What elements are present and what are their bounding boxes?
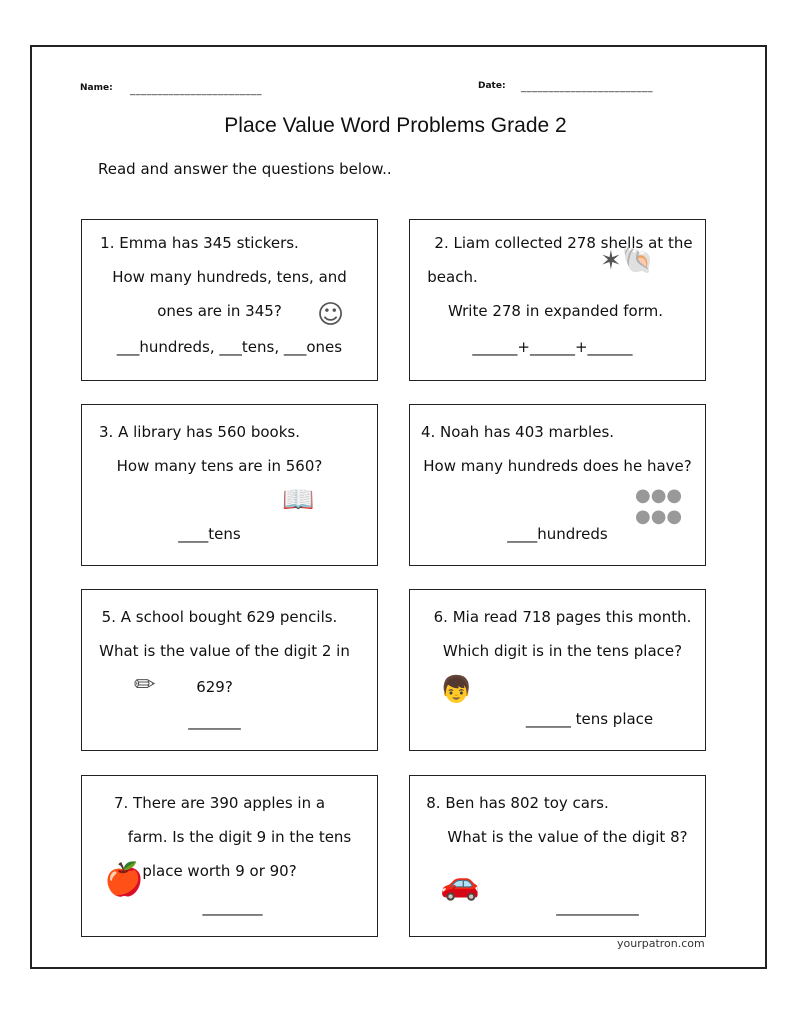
problem-text: How many hundreds does he have? bbox=[423, 457, 692, 475]
answer-blank[interactable]: ________ bbox=[202, 898, 263, 916]
problem-text: 5. A school bought 629 pencils. bbox=[101, 608, 338, 626]
problem-text: How many tens are in 560? bbox=[116, 457, 323, 475]
problem-text: 7. There are 390 apples in a bbox=[113, 794, 326, 812]
problem-7 bbox=[81, 775, 378, 937]
seashell-icon: ✶🐚 bbox=[600, 246, 655, 276]
problem-text: Which digit is in the tens place? bbox=[442, 642, 683, 660]
problem-text: How many hundreds, tens, and bbox=[112, 268, 347, 286]
answer-blank[interactable]: ______ tens place bbox=[525, 710, 654, 728]
answer-blank[interactable]: ____hundreds bbox=[507, 525, 608, 543]
reading-boy-icon: 👦 bbox=[440, 675, 473, 705]
problem-3 bbox=[81, 404, 378, 566]
problem-text: 6. Mia read 718 pages this month. bbox=[433, 608, 692, 626]
date-field[interactable]: ________________________ bbox=[521, 82, 653, 93]
reading-child-icon: 📖 bbox=[282, 485, 315, 515]
problem-text: Write 278 in expanded form. bbox=[447, 302, 664, 320]
problem-text: farm. Is the digit 9 in the tens bbox=[127, 828, 352, 846]
toy-car-icon: 🚗 bbox=[440, 864, 480, 902]
problem-text: place worth 9 or 90? bbox=[142, 862, 297, 880]
problem-text: beach. bbox=[427, 268, 478, 286]
answer-blank[interactable]: ______+______+______ bbox=[472, 338, 633, 356]
problem-text: 4. Noah has 403 marbles. bbox=[420, 423, 615, 441]
apple-icon: 🍎 bbox=[104, 860, 144, 898]
page-title: Place Value Word Problems Grade 2 bbox=[224, 114, 567, 137]
date-label: Date: bbox=[478, 81, 506, 91]
answer-blank[interactable]: _______ bbox=[188, 712, 241, 730]
marbles-icon: ●●● ●●● bbox=[635, 485, 683, 527]
problem-5 bbox=[81, 589, 378, 751]
footer-website: yourpatron.com bbox=[617, 937, 705, 950]
problem-text: ones are in 345? bbox=[157, 302, 282, 320]
answer-blank[interactable]: ___________ bbox=[556, 898, 639, 916]
problem-text: 629? bbox=[196, 678, 233, 696]
problem-text: 1. Emma has 345 stickers. bbox=[100, 234, 299, 252]
name-field[interactable]: ________________________ bbox=[130, 85, 262, 96]
problem-8 bbox=[409, 775, 706, 937]
problem-4 bbox=[409, 404, 706, 566]
problem-6 bbox=[409, 589, 706, 751]
name-label: Name: bbox=[80, 83, 113, 93]
problem-text: 2. Liam collected 278 shells at the bbox=[434, 234, 693, 252]
answer-blank[interactable]: ___hundreds, ___tens, ___ones bbox=[116, 338, 343, 356]
problem-text: What is the value of the digit 8? bbox=[447, 828, 688, 846]
instructions: Read and answer the questions below.. bbox=[98, 160, 392, 178]
problem-1 bbox=[81, 219, 378, 381]
problem-2 bbox=[409, 219, 706, 381]
problem-text: 3. A library has 560 books. bbox=[99, 423, 300, 441]
answer-blank[interactable]: ____tens bbox=[178, 525, 241, 543]
pencil-icon: ✏ bbox=[134, 670, 156, 700]
problem-text: What is the value of the digit 2 in bbox=[99, 642, 350, 660]
problem-text: 8. Ben has 802 toy cars. bbox=[426, 794, 609, 812]
smiley-icon: ☺ bbox=[317, 300, 345, 330]
